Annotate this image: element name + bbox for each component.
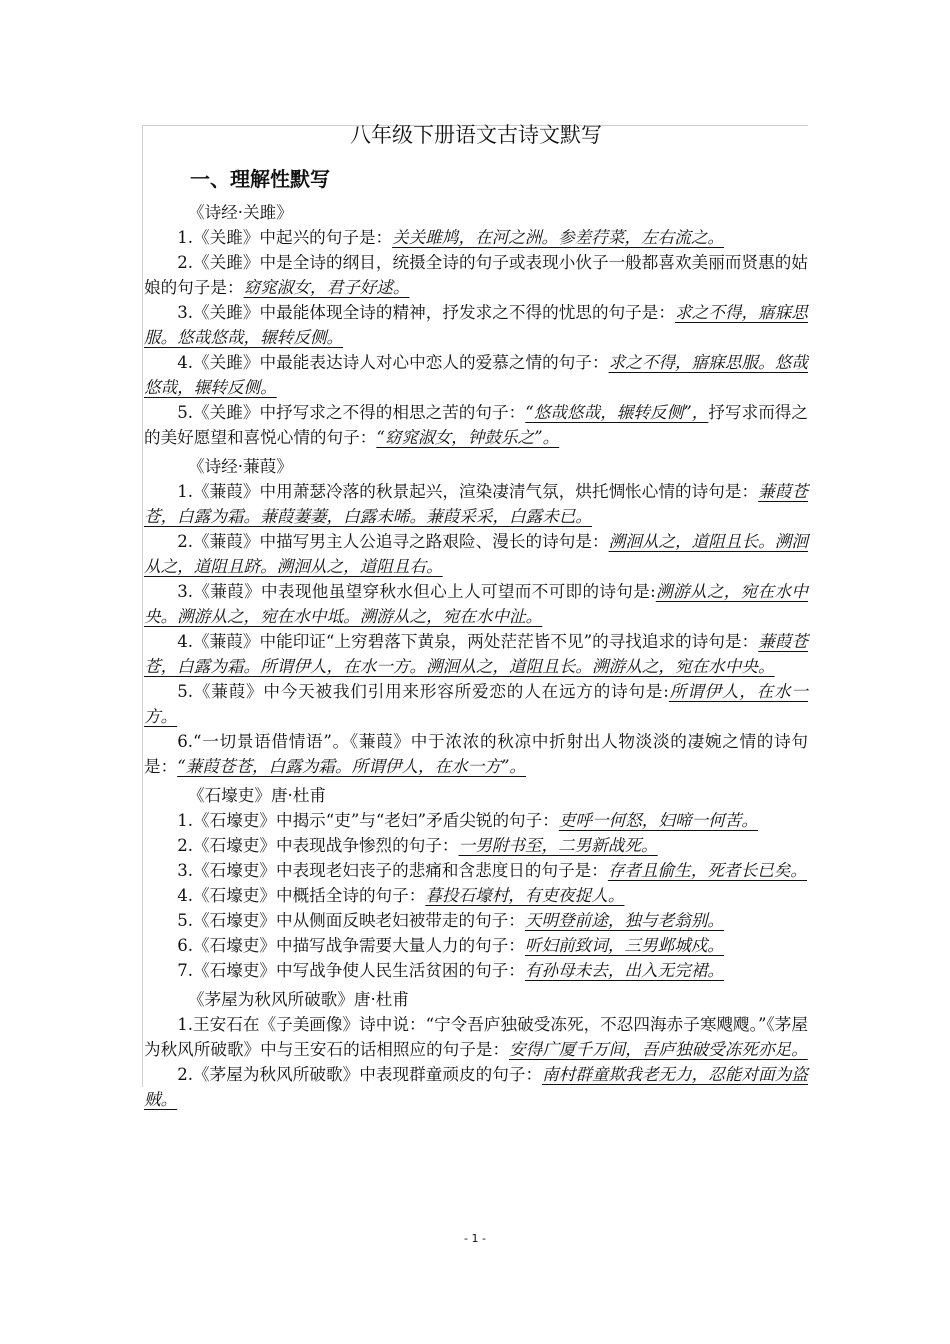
answer-text: 暮投石壕村，有吏夜捉人。 <box>425 886 625 905</box>
question-text: 1.王安石在《子美画像》诗中说：“宁令吾庐独破受冻死，不忍四海赤子寒飕飕。”《茅屋为秋风所破歌》中与王安石的话相照应的句子是： <box>144 1015 808 1059</box>
answer-text: 有孙母未去，出入无完裙。 <box>524 961 725 980</box>
section-title: 一、理解性默写 <box>190 167 330 191</box>
answer-text: 一男附书至，二男新战死。 <box>458 836 658 855</box>
answer-text: 蒹葭苍苍，白露为霜。所谓伊人，在水一方。溯洄从之，道阻且长。溯游从之，宛在水中央。 <box>144 632 809 676</box>
question-item <box>144 933 808 958</box>
question-text: 1.《石壕吏》中揭示“吏”与“老妇”矛盾尖锐的句子： <box>177 811 559 830</box>
poem-heading: 《茅屋为秋风所破歌》唐·杜甫 <box>188 990 409 1009</box>
question-item <box>144 729 808 779</box>
question-item <box>144 250 808 300</box>
question-text: 3.《蒹葭》中表现他虽望穿秋水但心上人可望而不可即的诗句是: <box>177 582 656 601</box>
answer-text: 所谓伊人，在水一方。 <box>144 682 809 726</box>
question-item <box>144 1062 808 1112</box>
question-text: 2.《石壕吏》中表现战争惨烈的句子： <box>177 836 459 855</box>
answer-text: “窈窕淑女，钟鼓乐之”。 <box>376 428 560 447</box>
question-item <box>144 958 808 983</box>
question-item <box>144 629 808 679</box>
answer-text: 窈窕淑女，君子好逑。 <box>243 278 410 297</box>
question-text: 5.《石壕吏》中从侧面反映老妇被带走的句子： <box>177 911 525 930</box>
poem-heading: 《石壕吏》唐·杜甫 <box>188 786 327 805</box>
question-item <box>144 679 808 729</box>
question-text: 5.《蒹葭》中今天被我们引用来形容所爱恋的人在远方的诗句是: <box>177 682 669 701</box>
question-text: 5.《关雎》中抒写求之不得的相思之苦的句子： <box>177 403 526 422</box>
question-text: 2.《蒹葭》中描写男主人公追寻之路艰险、漫长的诗句是： <box>177 532 609 551</box>
question-item <box>144 883 808 908</box>
question-item <box>144 1012 808 1062</box>
question-item <box>144 479 808 529</box>
question-item <box>144 808 808 833</box>
question-text: 1.《关雎》中起兴的句子是： <box>177 228 393 247</box>
answer-text: 天明登前途，独与老翁别。 <box>524 911 725 930</box>
answer-text: 求之不得，寤寐思服。悠哉悠哉，辗转反侧。 <box>144 303 809 347</box>
question-item <box>144 225 808 250</box>
answer-text: 蒹葭苍苍，白露为霜。蒹葭萋萋，白露未晞。蒹葭采采，白露未已。 <box>144 482 808 526</box>
poem-heading: 《诗经·关雎》 <box>188 203 293 222</box>
question-text: 2.《茅屋为秋风所破歌》中表现群童顽皮的句子： <box>177 1065 543 1084</box>
answer-text: “悠哉悠哉，辗转反侧”， <box>525 403 709 422</box>
question-text: 1.《蒹葭》中用萧瑟冷落的秋景起兴，渲染凄清气氛，烘托惆怅心情的诗句是： <box>177 482 759 501</box>
question-text: 抒写求而得之的美好愿望和喜悦心情的句子： <box>144 403 809 447</box>
answer-text: 听妇前致词，三男邺城戍。 <box>524 936 725 955</box>
answer-text: 吏呼一何怒，妇啼一何苦。 <box>558 811 758 830</box>
question-text: 2.《关雎》中是全诗的纲目，统摄全诗的句子或表现小伙子一般都喜欢美丽而贤惠的姑娘的句子是： <box>144 253 808 297</box>
question-item <box>144 833 808 858</box>
question-text: 4.《关雎》中最能表达诗人对心中恋人的爱慕之情的句子： <box>177 353 609 372</box>
question-text: 7.《石壕吏》中写战争使人民生活贫困的句子： <box>177 961 525 980</box>
answer-text: 安得广厦千万间，吾庐独破受冻死亦足。 <box>509 1040 808 1059</box>
question-text: 6.“一切景语借情语”。《蒹葭》中于浓浓的秋凉中折射出人物淡淡的凄婉之情的诗句是： <box>144 732 808 776</box>
question-item <box>144 858 808 883</box>
poem-heading: 《诗经·蒹葭》 <box>188 457 293 476</box>
page-number: - 1 - <box>464 1232 486 1245</box>
question-text: 6.《石壕吏》中描写战争需要大量人力的句子： <box>177 936 525 955</box>
question-item <box>144 908 808 933</box>
question-text: 3.《关雎》中最能体现全诗的精神，抒发求之不得的忧思的句子是： <box>177 303 676 322</box>
answer-text: 溯洄从之，道阻且长。溯洄从之，道阻且跻。溯洄从之，道阻且右。 <box>144 532 808 576</box>
question-text: 4.《蒹葭》中能印证“上穷碧落下黄泉，两处茫茫皆不见”的寻找追求的诗句是： <box>177 632 759 651</box>
answer-text: “蒹葭苍苍，白露为霜。所谓伊人，在水一方”。 <box>177 757 527 776</box>
question-text: 3.《石壕吏》中表现老妇丧子的悲痛和含悲度日的句子是： <box>177 861 608 880</box>
question-item <box>144 529 808 579</box>
page-border-left <box>142 125 143 1087</box>
answer-text: 关关雎鸠，在河之洲。参差荇菜，左右流之。 <box>392 228 725 247</box>
answer-text: 存者且偷生，死者长已矣。 <box>607 861 807 880</box>
answer-text: 溯游从之，宛在水中央。溯游从之，宛在水中坻。溯游从之，宛在水中沚。 <box>144 582 809 626</box>
poem-list <box>144 200 808 1112</box>
question-item <box>144 300 808 350</box>
answer-text: 南村群童欺我老无力，忍能对面为盗贼。 <box>144 1065 808 1109</box>
question-item <box>144 350 808 400</box>
answer-text: 求之不得，寤寐思服。悠哉悠哉，辗转反侧。 <box>144 353 808 397</box>
question-item <box>144 400 808 450</box>
question-text: 4.《石壕吏》中概括全诗的句子： <box>177 886 426 905</box>
page-title: 八年级下册语文古诗文默写 <box>350 123 602 147</box>
question-item <box>144 579 808 629</box>
content-body <box>144 118 808 1112</box>
